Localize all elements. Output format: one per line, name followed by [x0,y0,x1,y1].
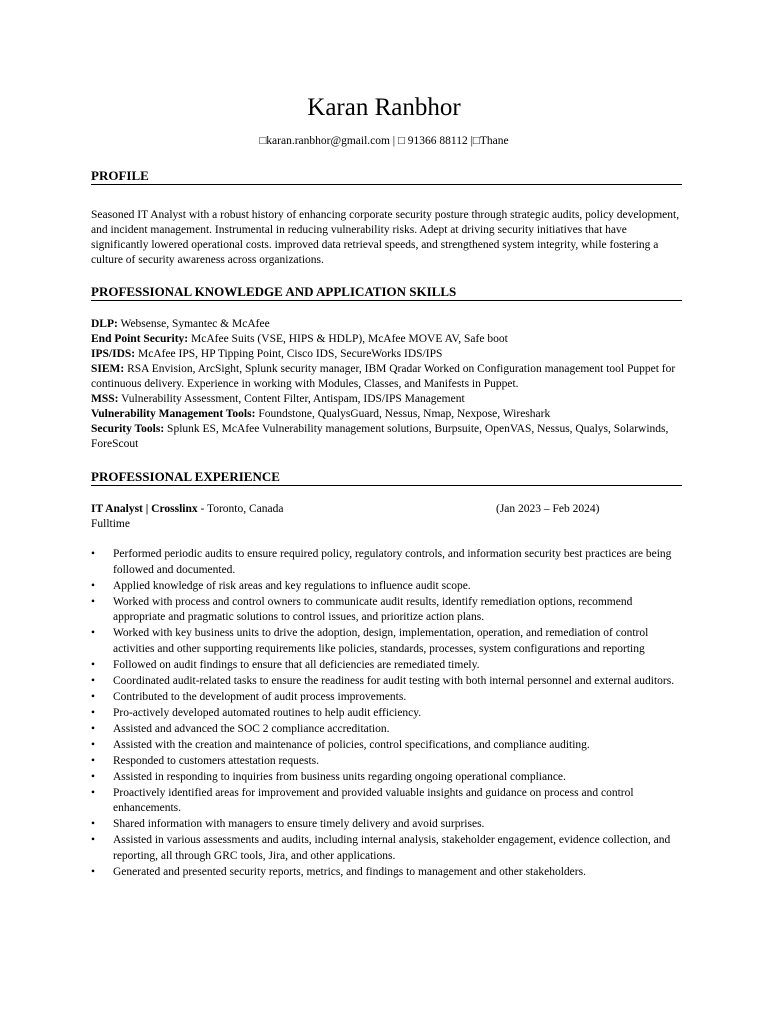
section-divider [91,300,682,301]
list-item [91,595,681,626]
bullet-text: Assisted in responding to inquiries from business units regarding ongoing operational compliance. [113,770,566,783]
list-item [91,754,681,770]
list-item [91,738,681,754]
skill-text: Foundstone, QualysGuard, Nessus, Nmap, Nexpose, Wireshark [255,408,551,420]
bullet-icon: • [91,738,96,751]
bullet-text: Shared information with managers to ensure timely delivery and avoid surprises. [113,818,485,830]
list-item [91,833,681,864]
list-item [91,658,681,674]
contact-line: □karan.ranbhor@gmail.com | □ 91366 88112 |□Thane [259,135,509,147]
section-title-experience: PROFESSIONAL EXPERIENCE [91,469,280,484]
skills-list [91,317,683,452]
section-divider [91,184,682,185]
list-item [91,579,681,595]
profile-summary: Seasoned IT Analyst with a robust history of enhancing corporate security posture through strategic audits, policy development, and incident management. Instrumental in reducing vulnerability risks. Adept at driving security initiatives that have significantly lowered operational costs. improved data retrieval speeds, and strengthened system integrity, while fostering a culture of security awareness across organizations. [91,209,680,266]
skill-text: Vulnerability Assessment, Content Filter, Antispam, IDS/IPS Management [118,393,465,405]
skill-row [91,332,683,347]
list-item [91,674,681,690]
skill-label: Vulnerability Management Tools: [91,408,256,420]
list-item [91,722,681,738]
bullet-text: Assisted in various assessments and audits, including internal analysis, stakeholder engagement, evidence collection, and reporting, all through GRC tools, Jira, and other applications. [113,834,671,862]
skill-label: Security Tools: [91,423,165,435]
bullet-icon: • [91,595,96,608]
skill-text: McAfee Suits (VSE, HIPS & HDLP), McAfee MOVE AV, Safe boot [188,333,508,345]
bullet-text: Assisted with the creation and maintenance of policies, control specifications, and compliance auditing. [113,738,590,751]
bullet-icon: • [91,690,96,703]
bullet-icon: • [91,627,96,639]
bullet-text: Responded to customers attestation requests. [113,754,320,767]
bullet-text: Generated and presented security reports, metrics, and findings to management and other stakeholders. [113,865,586,878]
skill-label: End Point Security: [91,333,189,345]
skill-text: McAfee IPS, HP Tipping Point, Cisco IDS, SecureWorks IDS/IPS [135,348,443,360]
list-item [91,547,681,578]
job-location: - Toronto, Canada [197,503,284,515]
skill-label: DLP: [91,318,118,330]
list-item [91,865,681,881]
skill-row [91,347,683,362]
bullet-text: Worked with key business units to drive the adoption, design, implementation, operation, and remediation of control activities and other supporting requirements like policies, standards, processes, system configurations and reporting [113,627,649,655]
bullet-text: Worked with process and control owners to communicate audit results, identify remediation options, recommend appropriate and pragmatic solutions to control issues, and prioritize action plans. [113,595,633,623]
bullet-icon: • [91,865,96,878]
list-item [91,626,681,657]
skill-row [91,422,683,452]
skill-row [91,317,683,332]
job-role-company: IT Analyst | Crosslinx [91,503,198,515]
candidate-name: Karan Ranbhor [307,94,461,121]
skill-text: RSA Envision, ArcSight, Splunk security manager, IBM Qradar Worked on Configuration management tool Puppet for continuous delivery. Experience in working with Modules, Classes, and Manifests in Puppet. [91,363,676,390]
section-divider [91,485,682,486]
section-title-skills: PROFESSIONAL KNOWLEDGE AND APPLICATION SKILLS [91,284,457,299]
skill-text: Splunk ES, McAfee Vulnerability management solutions, Burpsuite, OpenVAS, Nessus, Qualys, Solarwinds, ForeScout [91,423,669,450]
bullet-icon: • [91,579,96,592]
bullet-icon: • [91,548,96,560]
list-item [91,706,681,722]
list-item [91,770,681,786]
list-item [91,786,681,817]
bullet-icon: • [91,834,96,846]
bullet-icon: • [91,722,96,735]
bullet-icon: • [91,658,96,671]
section-title-profile: PROFILE [91,168,149,183]
skill-row [91,362,683,392]
bullet-icon: • [91,706,96,719]
bullet-icon: • [91,770,96,783]
bullet-text: Proactively identified areas for improvement and provided valuable insights and guidance on process and control enhancements. [113,786,634,814]
bullet-icon: • [91,674,96,687]
bullet-text: Assisted and advanced the SOC 2 compliance accreditation. [113,722,390,735]
bullet-icon: • [91,754,96,767]
bullet-text: Contributed to the development of audit process improvements. [113,690,407,703]
bullet-text: Coordinated audit-related tasks to ensure the readiness for audit testing with both internal personnel and external auditors. [113,674,675,687]
skill-label: MSS: [91,393,119,405]
skill-label: IPS/IDS: [91,348,136,360]
skill-row [91,392,683,407]
job-type: Fulltime [91,518,130,530]
skill-text: Websense, Symantec & McAfee [117,318,270,330]
experience-bullets [91,547,681,881]
list-item [91,817,681,833]
list-item [91,690,681,706]
skill-label: SIEM: [91,363,125,375]
bullet-icon: • [91,818,96,830]
bullet-text: Pro-actively developed automated routines to help audit efficiency. [113,706,422,719]
bullet-icon: • [91,786,96,799]
skill-row [91,407,683,422]
job-dates: (Jan 2023 – Feb 2024) [496,503,600,515]
bullet-text: Applied knowledge of risk areas and key regulations to influence audit scope. [113,579,471,592]
bullet-text: Followed on audit findings to ensure that all deficiencies are remediated timely. [113,658,480,671]
bullet-text: Performed periodic audits to ensure required policy, regulatory controls, and information security best practices are being followed and documented. [113,548,672,576]
